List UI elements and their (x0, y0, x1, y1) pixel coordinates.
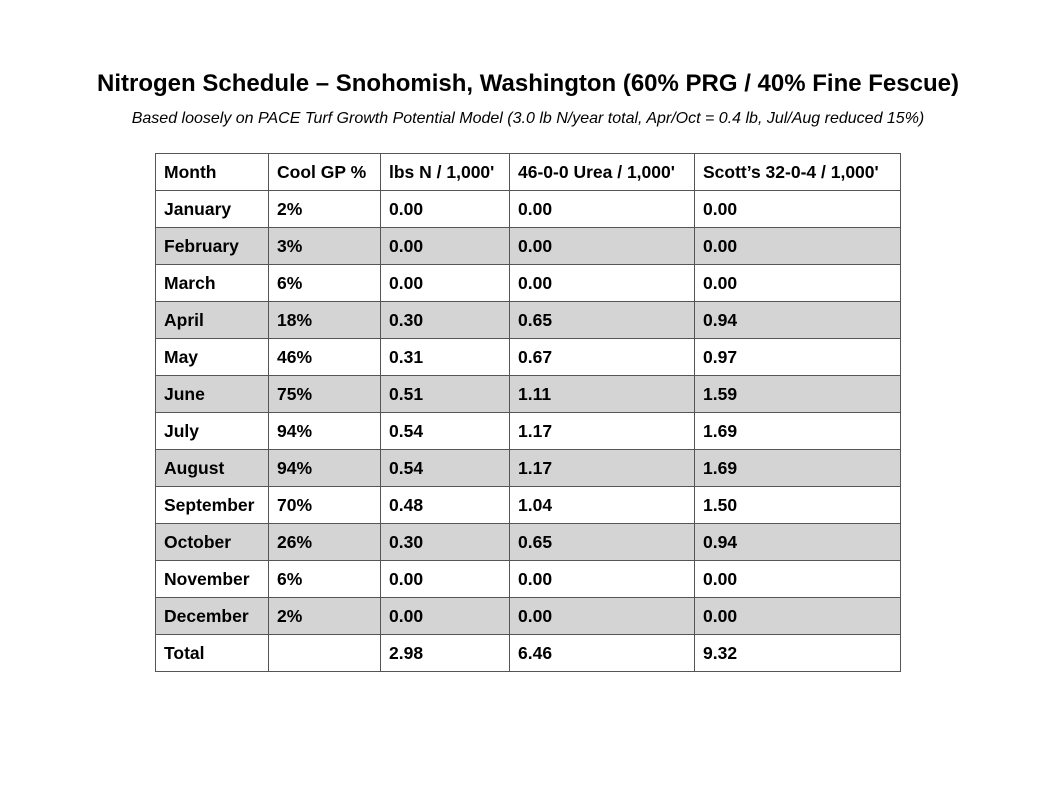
cell-total-cool-gp (269, 635, 381, 672)
cell-month: October (156, 524, 269, 561)
cell-total-urea: 6.46 (510, 635, 695, 672)
cell-lbs-n: 0.00 (381, 265, 510, 302)
cell-lbs-n: 0.00 (381, 191, 510, 228)
header-lbs-n: lbs N / 1,000' (381, 154, 510, 191)
table-row (156, 487, 901, 524)
table-header-row (156, 154, 901, 191)
cell-urea: 0.00 (510, 228, 695, 265)
cell-cool-gp: 6% (269, 561, 381, 598)
page-subtitle: Based loosely on PACE Turf Growth Potential Model (3.0 lb N/year total, Apr/Oct = 0.4 lb, Jul/Aug reduced 15%) (131, 110, 925, 127)
cell-urea: 0.00 (510, 265, 695, 302)
cell-cool-gp: 94% (269, 413, 381, 450)
cell-cool-gp: 94% (269, 450, 381, 487)
header-cool-gp: Cool GP % (269, 154, 381, 191)
cell-month: November (156, 561, 269, 598)
cell-scotts: 0.94 (695, 524, 901, 561)
cell-total-lbs-n: 2.98 (381, 635, 510, 672)
cell-total-label: Total (156, 635, 269, 672)
cell-urea: 1.04 (510, 487, 695, 524)
table-row (156, 561, 901, 598)
nitrogen-schedule-table (155, 153, 901, 672)
cell-lbs-n: 0.54 (381, 450, 510, 487)
cell-urea: 1.17 (510, 413, 695, 450)
cell-cool-gp: 6% (269, 265, 381, 302)
cell-scotts: 1.50 (695, 487, 901, 524)
cell-month: July (156, 413, 269, 450)
header-scotts: Scott’s 32-0-4 / 1,000' (695, 154, 901, 191)
cell-cool-gp: 3% (269, 228, 381, 265)
cell-cool-gp: 75% (269, 376, 381, 413)
cell-scotts: 0.00 (695, 561, 901, 598)
cell-lbs-n: 0.48 (381, 487, 510, 524)
cell-scotts: 0.00 (695, 191, 901, 228)
table-total-row (156, 635, 901, 672)
cell-scotts: 1.59 (695, 376, 901, 413)
table-row (156, 598, 901, 635)
table-row (156, 450, 901, 487)
cell-cool-gp: 18% (269, 302, 381, 339)
cell-urea: 1.11 (510, 376, 695, 413)
table-row (156, 524, 901, 561)
cell-lbs-n: 0.30 (381, 302, 510, 339)
cell-scotts: 0.00 (695, 228, 901, 265)
cell-month: April (156, 302, 269, 339)
table-row (156, 339, 901, 376)
cell-lbs-n: 0.51 (381, 376, 510, 413)
cell-month: May (156, 339, 269, 376)
cell-lbs-n: 0.00 (381, 598, 510, 635)
table-row (156, 376, 901, 413)
cell-total-scotts: 9.32 (695, 635, 901, 672)
header-month: Month (156, 154, 269, 191)
cell-urea: 0.65 (510, 302, 695, 339)
cell-urea: 0.00 (510, 191, 695, 228)
cell-month: March (156, 265, 269, 302)
cell-lbs-n: 0.54 (381, 413, 510, 450)
cell-month: December (156, 598, 269, 635)
cell-month: February (156, 228, 269, 265)
cell-cool-gp: 26% (269, 524, 381, 561)
cell-month: September (156, 487, 269, 524)
page-title: Nitrogen Schedule – Snohomish, Washington (60% PRG / 40% Fine Fescue) (97, 70, 959, 97)
table-row (156, 413, 901, 450)
cell-scotts: 0.00 (695, 265, 901, 302)
cell-urea: 0.67 (510, 339, 695, 376)
cell-urea: 1.17 (510, 450, 695, 487)
cell-scotts: 0.97 (695, 339, 901, 376)
cell-month: January (156, 191, 269, 228)
cell-lbs-n: 0.00 (381, 228, 510, 265)
cell-scotts: 1.69 (695, 450, 901, 487)
cell-lbs-n: 0.31 (381, 339, 510, 376)
cell-lbs-n: 0.00 (381, 561, 510, 598)
table-row (156, 302, 901, 339)
cell-lbs-n: 0.30 (381, 524, 510, 561)
cell-urea: 0.65 (510, 524, 695, 561)
cell-scotts: 1.69 (695, 413, 901, 450)
cell-urea: 0.00 (510, 561, 695, 598)
header-urea: 46-0-0 Urea / 1,000' (510, 154, 695, 191)
table-row (156, 228, 901, 265)
cell-cool-gp: 70% (269, 487, 381, 524)
table-row (156, 265, 901, 302)
cell-cool-gp: 46% (269, 339, 381, 376)
cell-month: August (156, 450, 269, 487)
cell-scotts: 0.00 (695, 598, 901, 635)
cell-scotts: 0.94 (695, 302, 901, 339)
table-row (156, 191, 901, 228)
cell-cool-gp: 2% (269, 598, 381, 635)
cell-month: June (156, 376, 269, 413)
cell-cool-gp: 2% (269, 191, 381, 228)
cell-urea: 0.00 (510, 598, 695, 635)
